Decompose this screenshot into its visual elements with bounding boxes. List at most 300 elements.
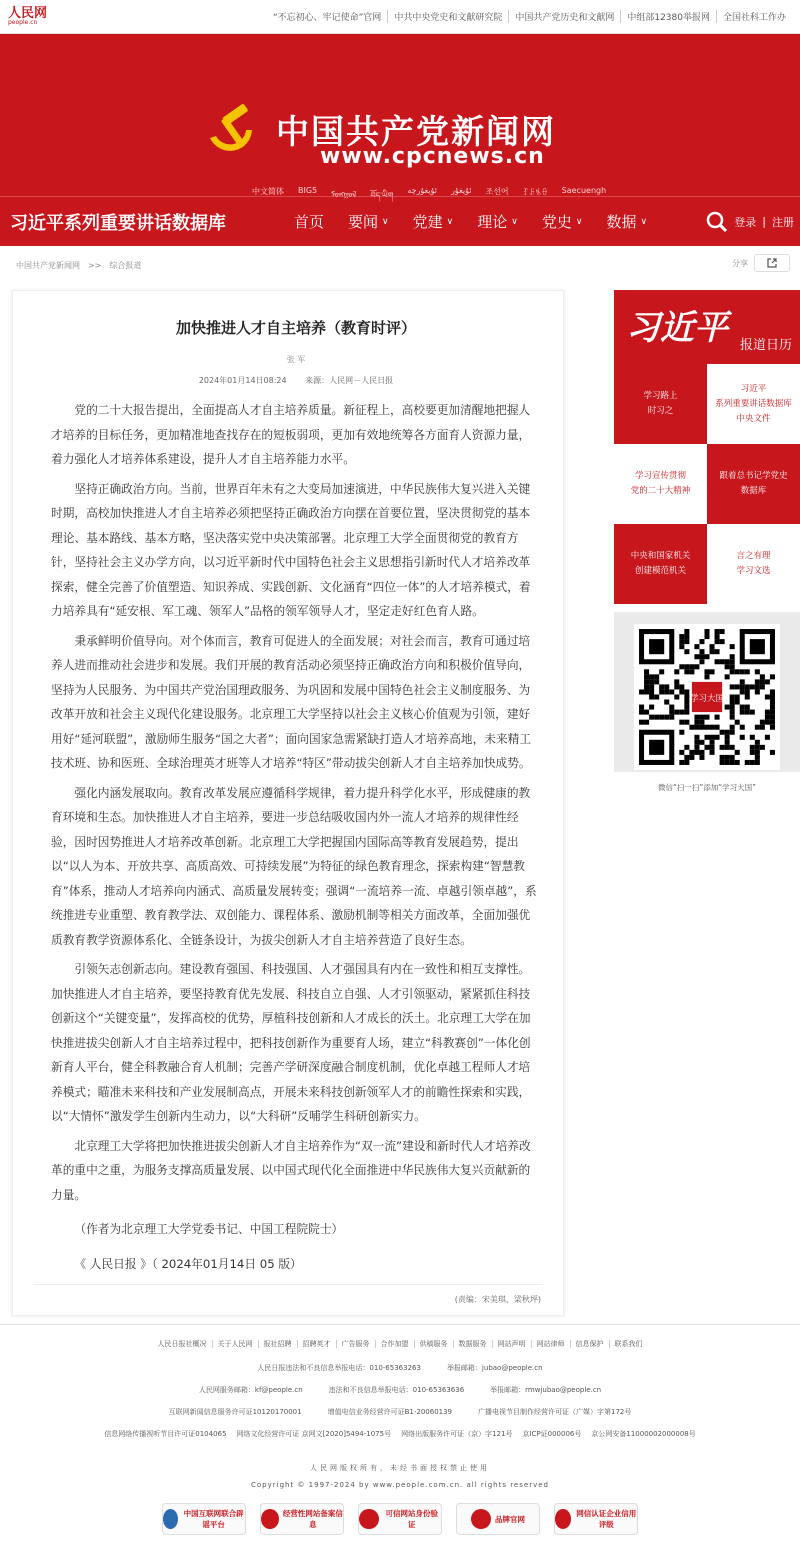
search-icon[interactable] xyxy=(706,211,728,233)
article-body xyxy=(51,398,541,1276)
sidebar-tile[interactable] xyxy=(707,524,800,604)
top-link[interactable]: 全国社科工作办 xyxy=(716,10,792,23)
qr-module xyxy=(715,735,720,740)
qr-module xyxy=(730,684,735,689)
nav-item-theory[interactable] xyxy=(465,211,530,232)
lang-link[interactable]: 中文简体 xyxy=(252,187,284,196)
qr-module xyxy=(730,745,735,750)
qr-module xyxy=(679,644,684,649)
qr-module xyxy=(760,684,765,689)
qr-module xyxy=(725,745,730,750)
qr-module xyxy=(679,639,684,644)
qr-module xyxy=(644,669,649,674)
article-meta xyxy=(51,375,541,386)
qr-module xyxy=(755,760,760,765)
sidebar-grid xyxy=(614,364,800,604)
qr-module xyxy=(644,720,649,725)
qr-module xyxy=(699,659,704,664)
qr-module xyxy=(684,745,689,750)
qr-module xyxy=(679,634,684,639)
qr-module xyxy=(725,760,730,765)
qr-module xyxy=(760,679,765,684)
qr-module xyxy=(694,720,699,725)
footer-link[interactable]: 数据服务 xyxy=(453,1340,492,1348)
footer-info[interactable]: 网络文化经营许可证 京网文[2020]5494-1075号 xyxy=(236,1430,392,1438)
qr-module xyxy=(699,720,704,725)
qr-module xyxy=(765,694,770,699)
lang-link[interactable]: བོད་ཡིག xyxy=(370,191,394,200)
qr-module xyxy=(684,649,689,654)
qr-module xyxy=(684,720,689,725)
qr-module xyxy=(644,674,649,679)
qr-module xyxy=(684,710,689,715)
article-date: 2024年01月14日08:24 xyxy=(198,376,287,385)
qr-module xyxy=(725,664,730,669)
qr-module xyxy=(669,710,674,715)
qr-module xyxy=(765,679,770,684)
qr-module xyxy=(664,689,669,694)
qr-code xyxy=(634,624,780,770)
qr-module xyxy=(679,689,684,694)
qr-module xyxy=(669,705,674,710)
qr-module xyxy=(730,669,735,674)
qr-module xyxy=(730,664,735,669)
qr-module xyxy=(644,710,649,715)
qr-module xyxy=(684,664,689,669)
badge-icon xyxy=(555,1509,571,1529)
qr-module xyxy=(654,715,659,720)
qr-module xyxy=(730,694,735,699)
paragraph: 引领矢志创新志向。建设教育强国、科技强国、人才强国具有内在一致性和相互支撑性。加快推进人才自主培养，要坚持教育优先发展、科技自立自强、人才引领驱动，紧紧抓住科技创新这个“关键变量”，发挥高校的优势，厚植科技创新和人才成长的沃土。北京理工大学在加快推进拔尖创新人才自主培养过程中，把科技创新作为重要育人场，建立“科教赛创”一体化创新育人平台，健全科教融合育人机制；完善产学研深度融合制度机制，优化卓越工程师人才培养模式；瞄准未来科技和产业发展制高点，开展未来科技创新领军人才的前瞻性探索和实践，以“大情怀”激发学生创新内生动力，以“大科研”反哺学生科研创新实力。 xyxy=(51,962,531,1123)
qr-module xyxy=(715,639,720,644)
qr-module xyxy=(704,674,709,679)
qr-module xyxy=(735,684,740,689)
qr-module xyxy=(679,750,684,755)
qr-module xyxy=(720,745,725,750)
qr-module xyxy=(755,679,760,684)
qr-module xyxy=(740,710,745,715)
register-link[interactable]: 注册 xyxy=(772,215,794,229)
qr-module xyxy=(684,689,689,694)
footer-link[interactable]: 报社招聘 xyxy=(258,1340,297,1348)
qr-module xyxy=(755,740,760,745)
footer-link[interactable]: 网站声明 xyxy=(492,1340,531,1348)
qr-module xyxy=(704,629,709,634)
qr-module xyxy=(770,700,775,705)
tile-label: 中央和国家机关 创建模范机关 xyxy=(630,551,691,576)
hammer-sickle-icon xyxy=(200,100,262,162)
qr-module xyxy=(679,710,684,715)
qr-module xyxy=(720,755,725,760)
qr-module xyxy=(760,720,765,725)
qr-module xyxy=(694,740,699,745)
qr-module xyxy=(710,740,715,745)
qr-module xyxy=(699,750,704,755)
qr-module xyxy=(689,664,694,669)
divider: | xyxy=(762,215,766,228)
qr-module xyxy=(639,720,644,725)
sidebar-tile[interactable] xyxy=(707,444,800,524)
footer-link[interactable]: 关于人民网 xyxy=(212,1340,258,1348)
chevron-down-icon: ∨ xyxy=(382,216,389,227)
qr-module xyxy=(715,659,720,664)
footer-info: 举报邮箱：rmwjubao@people.cn xyxy=(490,1386,602,1394)
qr-module xyxy=(725,740,730,745)
qr-module xyxy=(659,669,664,674)
qr-module xyxy=(684,705,689,710)
qr-module xyxy=(740,705,745,710)
qr-module xyxy=(689,669,694,674)
footer-link[interactable]: 招聘英才 xyxy=(297,1340,336,1348)
footer-info: 举报邮箱：jubao@people.cn xyxy=(446,1364,543,1372)
qr-module xyxy=(689,755,694,760)
badge-label: 网信认证企业信用评级 xyxy=(576,1509,637,1529)
qr-module xyxy=(715,715,720,720)
qr-module xyxy=(755,725,760,730)
top-link[interactable]: 中共中央党史和文献研究院 xyxy=(387,10,508,23)
top-link[interactable]: 中组部12380举报网 xyxy=(620,10,716,23)
qr-module xyxy=(725,705,730,710)
nav-brand[interactable]: 习近平系列重要讲话数据库 xyxy=(10,212,226,234)
qr-module xyxy=(689,725,694,730)
qr-module xyxy=(699,649,704,654)
nav-item-history[interactable] xyxy=(530,211,595,232)
qr-module xyxy=(740,689,745,694)
qr-module xyxy=(730,755,735,760)
nav-item-party[interactable] xyxy=(401,211,466,232)
qr-module xyxy=(735,720,740,725)
sidebar xyxy=(614,290,800,793)
qr-module xyxy=(654,679,659,684)
badge-rumor-platform[interactable] xyxy=(162,1503,246,1535)
qr-module xyxy=(659,689,664,694)
share-button[interactable] xyxy=(754,254,790,272)
qr-module xyxy=(649,694,654,699)
qr-caption: 微信“扫一扫”添加“学习大国” xyxy=(657,783,757,792)
logo-text: 人民网 xyxy=(8,6,48,21)
nav-label: 数据 xyxy=(606,213,637,231)
qr-module xyxy=(760,745,765,750)
footer-link[interactable]: 广告服务 xyxy=(336,1340,375,1348)
trust-badges xyxy=(0,1503,800,1535)
tile-label: 跟着总书记学党史 数据库 xyxy=(719,471,788,496)
lang-link[interactable]: 조선어 xyxy=(485,187,509,196)
share-area xyxy=(732,254,790,272)
copyright: 人民网版权所有，未经书面授权禁止使用 xyxy=(310,1464,490,1472)
qr-module xyxy=(765,710,770,715)
footer-info[interactable]: 广播电视节目制作经营许可证（广媒）字第172号 xyxy=(478,1408,632,1416)
footer-links xyxy=(0,1339,800,1349)
paragraph: 北京理工大学将把加快推进拔尖创新人才自主培养作为“双一流”建设和新时代人才培养改革的重中之重，为服务支撑高质量发展、以中国式现代化全面推进中华民族伟大复兴贡献新的力量。 xyxy=(51,1138,531,1202)
qr-module xyxy=(750,760,755,765)
qr-module xyxy=(659,684,664,689)
chevron-down-icon: ∨ xyxy=(511,216,518,227)
footer-info[interactable]: 互联网新闻信息服务许可证10120170001 xyxy=(168,1408,302,1416)
language-links xyxy=(252,186,606,209)
footer-link[interactable]: 信息保护 xyxy=(570,1340,609,1348)
qr-module xyxy=(684,639,689,644)
nav-label: 党建 xyxy=(412,213,443,231)
qr-module xyxy=(684,760,689,765)
breadcrumb xyxy=(0,246,800,284)
qr-module xyxy=(639,710,644,715)
qr-module xyxy=(720,639,725,644)
qr-module xyxy=(770,715,775,720)
qr-module xyxy=(679,664,684,669)
qr-module xyxy=(730,644,735,649)
qr-module xyxy=(770,689,775,694)
qr-module xyxy=(664,700,669,705)
logo-subtext: people.cn xyxy=(8,19,38,26)
qr-module xyxy=(694,644,699,649)
qr-module xyxy=(639,705,644,710)
qr-module xyxy=(770,750,775,755)
qr-module xyxy=(704,654,709,659)
chevron-down-icon: ∨ xyxy=(575,216,583,227)
qr-module xyxy=(730,730,735,735)
qr-module xyxy=(704,669,709,674)
qr-module xyxy=(770,674,775,679)
author-signature: （作者为北京理工大学党委书记、中国工程院院士） xyxy=(74,1222,344,1236)
divider xyxy=(33,1284,543,1285)
nav-item-news[interactable] xyxy=(336,211,401,232)
qr-module xyxy=(750,684,755,689)
copyright-en: Copyright © 1997-2024 by www.people.com.cn. all rights reserved xyxy=(251,1481,549,1489)
qr-module xyxy=(674,694,679,699)
nav-item-home[interactable] xyxy=(282,211,336,232)
qr-module xyxy=(684,700,689,705)
calendar-banner[interactable] xyxy=(614,290,800,364)
footer-info[interactable]: 信息网络传播视听节目许可证0104065 xyxy=(104,1430,227,1438)
qr-module xyxy=(745,760,750,765)
qr-module xyxy=(725,735,730,740)
footer-link[interactable]: 供稿服务 xyxy=(414,1340,453,1348)
article-source: 来源：人民网－人民日报 xyxy=(305,376,394,385)
qr-module xyxy=(750,710,755,715)
qr-module xyxy=(745,689,750,694)
qr-module xyxy=(725,755,730,760)
qr-module xyxy=(649,684,654,689)
footer-link[interactable]: 网站律师 xyxy=(531,1340,570,1348)
qr-module xyxy=(654,694,659,699)
qr-module xyxy=(770,705,775,710)
sidebar-tile[interactable] xyxy=(614,364,707,444)
qr-module xyxy=(674,710,679,715)
qr-module xyxy=(725,674,730,679)
paragraph: 党的二十大报告提出，全面提高人才自主培养质量。新征程上，高校要更加清醒地把握人才培养的目标任务，更加精准地查找存在的短板弱项，更加有效地统筹各方面育人资源力量，着力强化人才培养体系建设，提升人才自主培养能力水平。 xyxy=(51,403,531,466)
paragraph: 坚持正确政治方向。当前，世界百年未有之大变局加速演进，中华民族伟大复兴进入关键时期，高校加快推进人才自主培养必须把坚持正确政治方向摆在首要位置，坚决贯彻党的基本理论、基本路线、基本方略，坚决落实党中央决策部署。北京理工大学全面贯彻党的教育方针，坚持社会主义办学方向，以习近平新时代中国特色社会主义思想指引新时代人才培养改革探索，健全完善了价值塑造、知识养成、实践创新、文化涵育“四位一体”的人才培养模式，着力培养具有“延安根、军工魂、领军人”品格的领军领导人才，坚定走好红色育人路。 xyxy=(51,481,531,618)
qr-module xyxy=(710,750,715,755)
qr-module xyxy=(760,674,765,679)
top-link[interactable]: “不忘初心、牢记使命”官网 xyxy=(272,13,382,23)
sidebar-tile[interactable] xyxy=(614,524,707,604)
badge-icon xyxy=(261,1509,279,1529)
nav-label: 党史 xyxy=(541,213,572,231)
badge-label: 品牌官网 xyxy=(495,1514,525,1524)
qr-module xyxy=(745,710,750,715)
qr-module xyxy=(684,755,689,760)
badge-icon xyxy=(359,1509,379,1529)
qr-module xyxy=(674,684,679,689)
qr-module xyxy=(755,745,760,750)
top-link[interactable]: 中国共产党历史和文献网 xyxy=(508,10,620,23)
qr-module xyxy=(679,730,684,735)
qr-module xyxy=(760,725,765,730)
qr-module xyxy=(755,684,760,689)
qr-module xyxy=(649,689,654,694)
qr-module xyxy=(755,755,760,760)
qr-module xyxy=(684,634,689,639)
footer-link[interactable]: 联系我们 xyxy=(609,1340,648,1348)
calendar-name: 习近平 xyxy=(626,308,728,348)
article xyxy=(12,290,564,1316)
qr-module xyxy=(745,705,750,710)
paragraph: 强化内涵发展取向。教育改革发展应遵循科学规律，着力提升科学化水平，形成健康的教育环境和生态。加快推进人才自主培养，要进一步总结吸收国内外一流人才培养的规律性经验，因时因势推进人才培养改革创新。北京理工大学把握国内国际高等教育发展趋势，提出以“以人为本、开放共享、高质高效、可持续发展”为特征的绿色教育理念，探索构建“智慧教育”体系，推动人才培养向内涵式、高质量发展转变；强调“一流培养一流、卓越引领卓越”，系统推进专业重塑、教育教学法、双创能力、课程体系、激励机制等相关方面改革，全面加强优质教育教学资源体系化、全链条设计，为拔尖创新人才自主培养营造了良好生态。 xyxy=(51,785,537,947)
qr-module xyxy=(730,715,735,720)
site-banner xyxy=(0,34,800,200)
qr-module xyxy=(644,679,649,684)
footer-row xyxy=(0,1363,800,1373)
qr-module xyxy=(654,674,659,679)
qr-module xyxy=(730,760,735,765)
nav-label: 要闻 xyxy=(348,213,379,231)
badge-icon xyxy=(471,1509,491,1529)
qr-module xyxy=(699,715,704,720)
qr-module xyxy=(704,735,709,740)
qr-panel xyxy=(614,612,800,772)
article-title: 加快推进人才自主培养（教育时评） xyxy=(175,319,416,337)
share-icon xyxy=(766,257,778,269)
qr-module xyxy=(720,760,725,765)
qr-module xyxy=(669,689,674,694)
sidebar-tile[interactable] xyxy=(614,444,707,524)
qr-module xyxy=(715,629,720,634)
breadcrumb-section[interactable]: 综合报道 xyxy=(109,260,142,270)
qr-module xyxy=(704,745,709,750)
footer-row xyxy=(0,1407,800,1417)
qr-module xyxy=(725,659,730,664)
tile-label: 言之有理 学习文选 xyxy=(736,551,771,576)
top-bar xyxy=(0,0,800,34)
footer-info[interactable]: 京ICP证000006号 xyxy=(522,1430,582,1438)
qr-module xyxy=(664,684,669,689)
qr-module xyxy=(694,750,699,755)
footer-info[interactable]: 京公网安备11000002000008号 xyxy=(591,1430,696,1438)
nav-label: 理论 xyxy=(477,213,508,231)
qr-module xyxy=(710,649,715,654)
qr-module xyxy=(679,760,684,765)
badge-credit-rating[interactable] xyxy=(554,1503,638,1535)
footer-info[interactable]: 网络出版服务许可证（京）字121号 xyxy=(401,1430,513,1438)
badge-brand-site[interactable] xyxy=(456,1503,540,1535)
footer xyxy=(0,1324,800,1535)
footer-info: 违法和不良信息举报电话：010-65363636 xyxy=(328,1386,465,1394)
qr-module xyxy=(710,669,715,674)
badge-site-filing[interactable] xyxy=(260,1503,344,1535)
article-editor: (责编：宋美琪、梁秋坪) xyxy=(454,1295,541,1304)
footer-info: 人民网服务邮箱：kf@people.cn xyxy=(198,1386,303,1394)
badge-trusted-site[interactable] xyxy=(358,1503,442,1535)
qr-module xyxy=(704,634,709,639)
qr-module xyxy=(704,715,709,720)
breadcrumb-home[interactable]: 中国共产党新闻网 xyxy=(16,260,80,270)
lang-link[interactable]: BIG5 xyxy=(298,186,318,195)
nav-user-area xyxy=(706,211,800,233)
qr-module xyxy=(730,700,735,705)
chevron-down-icon: ∨ xyxy=(640,216,648,227)
qr-module xyxy=(684,629,689,634)
lang-link[interactable]: ئۇيغۇر xyxy=(451,186,472,195)
footer-link[interactable]: 人民日报社概况 xyxy=(157,1340,207,1348)
qr-module xyxy=(694,664,699,669)
site-url: www.cpcnews.cn xyxy=(320,144,545,169)
qr-module xyxy=(639,689,644,694)
chevron-down-icon: ∨ xyxy=(446,216,454,227)
qr-module xyxy=(735,760,740,765)
qr-module xyxy=(720,659,725,664)
breadcrumb-sep: >> xyxy=(88,260,102,270)
lang-link[interactable]: ئۇيغۇرچە xyxy=(407,186,438,195)
tile-label: 学习路上 时习之 xyxy=(643,391,678,416)
qr-module xyxy=(770,725,775,730)
footer-info: 人民日报违法和不良信息举报电话：010-65363263 xyxy=(257,1364,421,1372)
lang-link[interactable]: ᠮᠣᠩᠭᠣᠯ xyxy=(331,190,357,199)
article-author: 张 军 xyxy=(286,355,306,364)
qr-module xyxy=(699,639,704,644)
qr-module xyxy=(765,720,770,725)
badge-label: 可信网站身份验证 xyxy=(385,1509,438,1529)
footer-info[interactable]: 增值电信业务经营许可证B1-20060139 xyxy=(327,1408,453,1416)
badge-icon xyxy=(163,1509,178,1529)
qr-module xyxy=(674,669,679,674)
qr-module xyxy=(765,735,770,740)
qr-module xyxy=(750,745,755,750)
qr-module xyxy=(745,669,750,674)
qr-module xyxy=(699,755,704,760)
qr-module xyxy=(694,725,699,730)
qr-module xyxy=(694,745,699,750)
qr-module xyxy=(679,720,684,725)
qr-module xyxy=(684,669,689,674)
qr-module xyxy=(694,654,699,659)
qr-module xyxy=(644,684,649,689)
qr-module xyxy=(720,629,725,634)
qr-module xyxy=(735,700,740,705)
qr-module xyxy=(710,745,715,750)
qr-module xyxy=(735,669,740,674)
sidebar-tile[interactable] xyxy=(707,364,800,444)
footer-link[interactable]: 合作加盟 xyxy=(375,1340,414,1348)
qr-module xyxy=(669,715,674,720)
qr-module xyxy=(649,679,654,684)
nav-item-data[interactable] xyxy=(594,211,659,232)
share-label: 分享 xyxy=(732,258,748,268)
people-logo[interactable] xyxy=(8,7,47,26)
footer-row xyxy=(0,1385,800,1395)
qr-module xyxy=(735,750,740,755)
lang-link[interactable]: ꆈꌠꁱꂷ xyxy=(522,188,548,197)
qr-module xyxy=(704,725,709,730)
login-link[interactable]: 登录 xyxy=(734,215,757,229)
footer-row xyxy=(0,1429,800,1439)
lang-link[interactable]: Saecuengh xyxy=(561,186,607,195)
qr-module xyxy=(730,725,735,730)
badge-label: 中国互联网联合辟谣平台 xyxy=(183,1509,244,1529)
qr-center-label: 学习大国 xyxy=(689,694,725,705)
qr-module xyxy=(710,735,715,740)
site-title: 中国共产党新闻网 xyxy=(276,112,556,151)
qr-module xyxy=(715,634,720,639)
